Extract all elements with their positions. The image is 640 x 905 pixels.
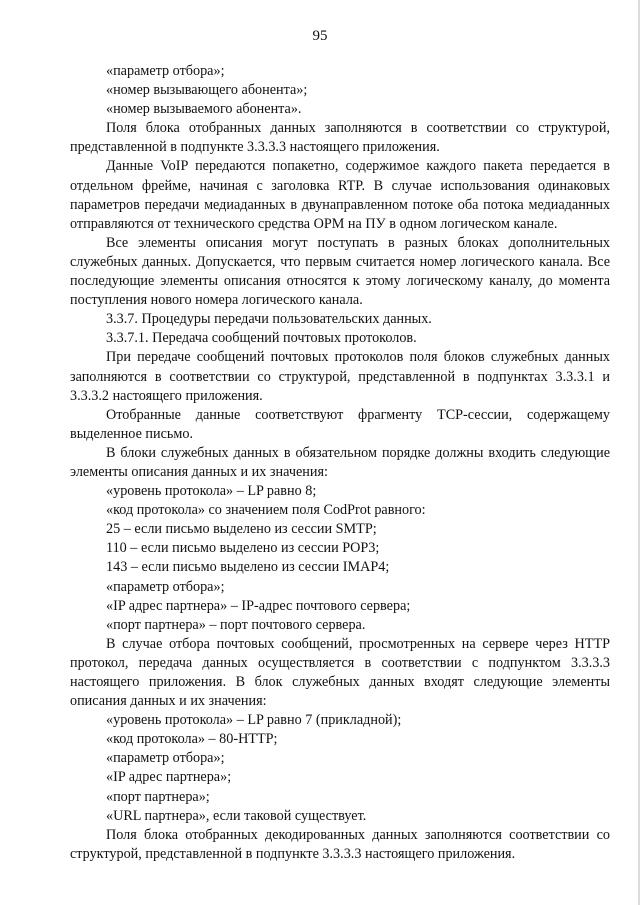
- list-item: 110 – если письмо выделено из сессии POP3;: [106, 540, 380, 557]
- list-item: «IP адрес партнера»;: [106, 769, 232, 786]
- list-item: «параметр отбора»;: [106, 750, 225, 767]
- paragraph: Данные VoIP передаются попакетно, содержимое каждого пакета передается в отдельном фрейме, начиная с заголовка RTP. В случае использования одинаковых параметров передачи медиаданных в двунаправленном потоке оба потока медиаданных отправляются от технического средства ОРМ на ПУ в одном логическом канале.: [70, 158, 610, 232]
- paragraph: При передаче сообщений почтовых протоколов поля блоков служебных данных заполняются в соответствии со структурой, представленной в подпунктах 3.3.3.1 и 3.3.3.2 настоящего приложения.: [70, 349, 610, 404]
- paragraph: В блоки служебных данных в обязательном порядке должны входить следующие элементы описания данных и их значения:: [70, 444, 610, 480]
- list-item: 143 – если письмо выделено из сессии IMAP4;: [106, 559, 390, 576]
- list-item: «уровень протокола» – LP равно 7 (прикладной);: [106, 712, 402, 729]
- list-item: «параметр отбора»;: [106, 63, 225, 79]
- list-item: «код протокола» – 80-HTTP;: [106, 731, 278, 748]
- paragraph: Все элементы описания могут поступать в разных блоках дополнительных служебных данных. Допускается, что первым считается номер логического канала. Все последующие элементы описания относятся к этому логическому каналу, до момента поступления нового номера логического канала.: [70, 234, 610, 309]
- list-item: «номер вызываемого абонента».: [106, 101, 302, 118]
- section-heading: 3.3.7. Процедуры передачи пользовательских данных.: [106, 311, 432, 328]
- list-item: «параметр отбора»;: [106, 578, 225, 595]
- document-body: [70, 62, 610, 864]
- paragraph: Отобранные данные соответствуют фрагменту TCP-сессии, содержащему выделенное письмо.: [70, 406, 610, 442]
- list-item: «порт партнера» – порт почтового сервера.: [106, 616, 366, 633]
- paragraph: Поля блока отобранных данных заполняются в соответствии со структурой, представленной в подпункте 3.3.3.3 настоящего приложения.: [70, 120, 610, 156]
- paragraph: В случае отбора почтовых сообщений, просмотренных на сервере через HTTP протокол, передача данных осуществляется в соответствии с подпунктом 3.3.3.3 настоящего приложения. В блок служебных данных входят следующие элементы описания данных и их значения:: [70, 635, 610, 710]
- paragraph: Поля блока отобранных декодированных данных заполняются соответствии со структурой, представленной в подпункте 3.3.3.3 настоящего приложения.: [70, 826, 610, 862]
- list-item: «IP адрес партнера» – IP-адрес почтового сервера;: [106, 597, 411, 614]
- list-item: «номер вызывающего абонента»;: [106, 82, 308, 99]
- list-item: «уровень протокола» – LP равно 8;: [106, 483, 317, 500]
- subsection-heading: 3.3.7.1. Передача сообщений почтовых протоколов.: [106, 330, 417, 347]
- list-item: «код протокола» со значением поля CodProt равного:: [106, 502, 426, 519]
- list-item: «порт партнера»;: [106, 788, 210, 805]
- page-number: 95: [312, 28, 328, 44]
- list-item: 25 – если письмо выделено из сессии SMTP;: [106, 521, 377, 538]
- list-item: «URL партнера», если таковой существует.: [106, 807, 367, 824]
